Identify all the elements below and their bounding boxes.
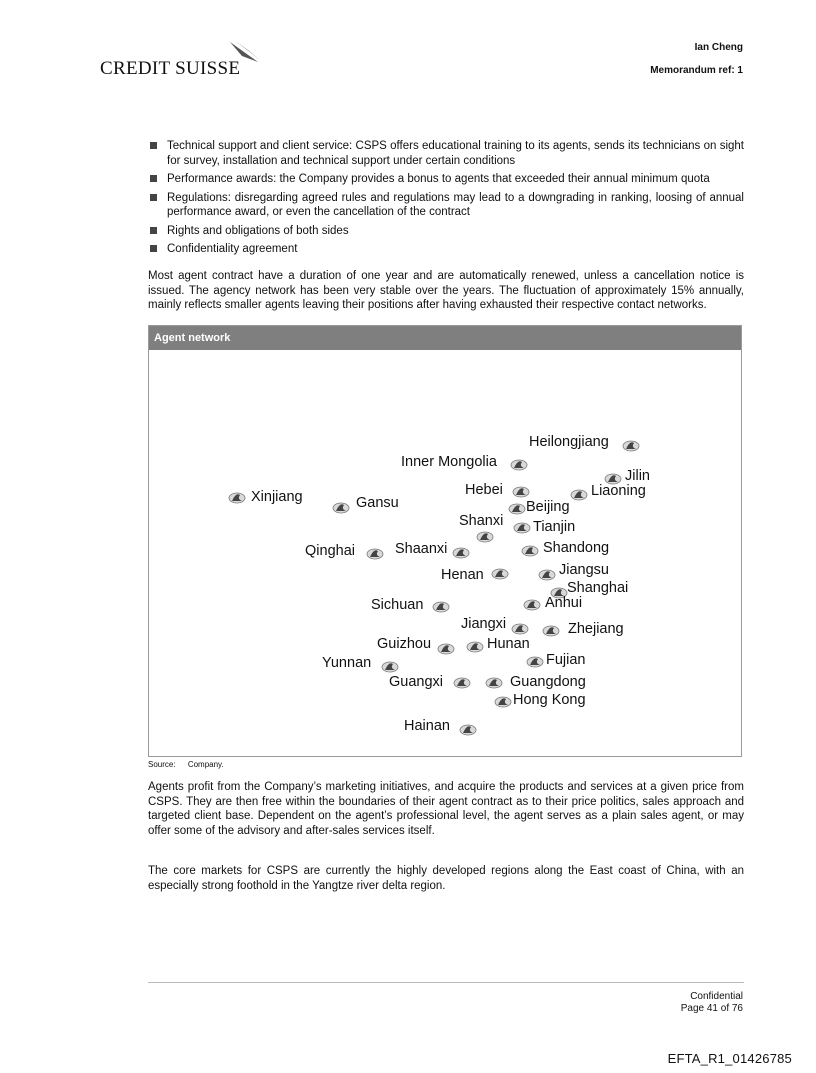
region-label: Jiangsu [559,562,609,578]
agent-icon [543,626,559,636]
agent-icon [453,548,469,558]
agent-icon [495,697,511,707]
region-label: Shandong [543,540,610,556]
region-label: Sichuan [371,597,424,613]
agent-icon [492,569,508,579]
list-item: Confidentiality agreement [148,242,744,257]
agent-icon [524,600,540,610]
region-marker [395,541,469,558]
region-marker [322,655,398,672]
region-marker [514,519,575,535]
source-label: Source: [148,760,176,769]
figure-source [148,760,224,769]
agent-icon [229,493,245,503]
region-marker [377,636,454,654]
region-label: Guizhou [377,636,432,652]
author-name: Ian Cheng [694,42,743,53]
region-marker [605,468,650,484]
region-marker [529,434,639,451]
agent-icon [486,678,502,688]
region-marker [459,513,503,542]
region-label: Hong Kong [513,692,586,708]
paragraph-markets: The core markets for CSPS are currently the highly developed regions along the East coast of China, with an especially strong foothold in the Yangtze river delta region. [148,865,744,892]
region-label: Shanxi [459,513,504,529]
memo-ref: Memorandum ref: 1 [650,65,743,76]
agent-icon [477,532,493,542]
region-label: Zhejiang [568,621,624,637]
paragraph-profit: Agents profit from the Company’s marketing initiatives, and acquire the products and services at a given price from CSPS. They are then free within the boundaries of their agent contract as to their price politics, sales approach and targeted client base. Dependent on the agent’s professional level, the agent serves as a plain sales agent, or may offer some of the advisory and after-sales services itself. [148,781,744,837]
list-item: Performance awards: the Company provides a bonus to agents that exceeded their annual minimum quota [148,172,744,187]
source-value: Company. [187,760,224,769]
region-label: Tianjin [533,519,576,535]
agent-icon [527,657,543,667]
agent-network-map [149,350,741,756]
region-marker [305,543,383,559]
region-marker [539,562,609,580]
paragraph-contract: Most agent contract have a duration of one year and are automatically renewed, unless a cancellation notice is issued. The agency network has been very stable over the years. The fluctuation of approximately 15% annually, mainly reflects smaller agents leaving their positions after having exhausted their respective contact networks. [148,270,744,311]
region-marker [527,652,586,668]
agent-icon [513,487,529,497]
region-marker [571,483,646,500]
agent-icon [382,662,398,672]
region-marker [543,621,624,637]
region-label: Fujian [546,652,586,668]
agent-icon [438,644,454,654]
region-label: Inner Mongolia [401,454,497,470]
region-marker [404,718,476,735]
agent-icon [509,504,525,514]
region-label: Henan [441,567,484,583]
agent-icon [522,546,538,556]
agent-icon [539,570,555,580]
region-label: Shaanxi [395,541,448,557]
region-marker [465,482,529,498]
page-number: Page 41 of 76 [680,1003,743,1014]
confidential-label: Confidential [690,991,743,1002]
region-label: Jilin [625,468,650,484]
region-label: Hunan [487,636,530,652]
agent-icon [333,503,349,513]
region-marker [467,636,530,652]
agent-icon [512,624,528,634]
region-label: Yunnan [322,655,372,671]
agent-icon [454,678,470,688]
region-marker [524,595,582,611]
figure-title: Agent network [149,326,741,350]
region-marker [441,567,508,583]
region-label: Hebei [465,482,503,498]
logo-text: CREDIT SUISSE [100,58,241,79]
credit-suisse-logo [100,40,270,80]
region-label: Shanghai [567,580,629,596]
agent-icon [514,523,530,533]
list-item: Rights and obligations of both sides [148,224,744,239]
agent-icon [623,441,639,451]
region-marker [495,692,586,708]
region-label: Beijing [526,499,570,515]
agent-icon [511,460,527,470]
region-label: Qinghai [305,543,355,559]
document-id: EFTA_R1_01426785 [667,1051,792,1066]
footer-divider [148,982,744,983]
agent-icon [433,602,449,612]
region-marker [509,499,570,515]
region-marker [229,489,303,505]
region-marker [371,597,449,613]
agent-icon [367,549,383,559]
region-marker [389,674,470,690]
region-label: Liaoning [591,483,646,499]
agent-icon [571,490,587,500]
agent-icon [467,642,483,652]
bullet-list [148,139,744,261]
region-label: Gansu [356,495,399,511]
sails-icon [228,40,262,66]
list-item: Regulations: disregarding agreed rules and regulations may lead to a downgrading in ranking, loosing of annual performance award, or even the cancellation of the contract [148,191,744,220]
region-marker [333,495,399,513]
region-label: Guangxi [389,674,444,690]
region-label: Guangdong [510,674,586,690]
region-label: Jiangxi [461,616,507,632]
region-marker [461,616,528,634]
region-marker [486,674,586,690]
region-label: Xinjiang [251,489,303,505]
region-label: Hainan [404,718,450,734]
region-marker [401,454,527,470]
region-label: Anhui [545,595,583,611]
region-label: Heilongjiang [529,434,609,450]
list-item: Technical support and client service: CSPS offers educational training to its agents, sends its technicians on sight for survey, installation and technical support under certain conditions [148,139,744,168]
agent-icon [460,725,476,735]
agent-network-figure [148,325,742,757]
region-marker [522,540,609,556]
